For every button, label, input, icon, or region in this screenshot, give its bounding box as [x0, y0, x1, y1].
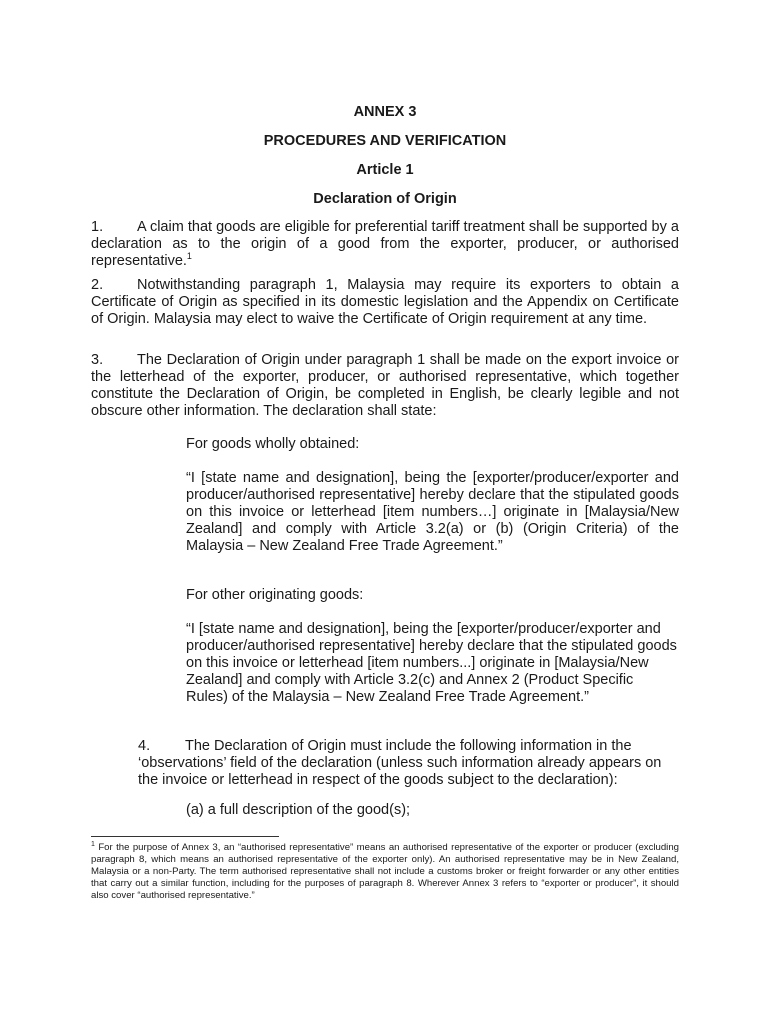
paragraph-1 — [91, 219, 679, 270]
paragraph-text: The Declaration of Origin must include the following information in the ‘observations’ field of the declaration (unless such information already appears on the invoice or letterhead in respect of the goods subject to the declaration): — [138, 738, 662, 788]
other-goods-label: For other originating goods: — [186, 587, 364, 603]
paragraph-3 — [91, 352, 679, 420]
footnote — [91, 842, 679, 902]
wholly-obtained-label: For goods wholly obtained: — [186, 436, 360, 452]
procedures-heading: PROCEDURES AND VERIFICATION — [263, 133, 507, 149]
footnote-divider — [91, 836, 279, 837]
paragraph-number: 4. — [138, 738, 151, 754]
footnote-text: For the purpose of Annex 3, an “authorised representative” means an authorised representative of the exporter or producer (excluding paragraph 8, which means an authorised representative of the exporter only). An authorised representative may be in New Zealand, Malaysia or a non-Party. The term authorised representative shall not include a customs broker or freight forwarder or any other entities that carry out a similar function, including for the purposes of paragraph 8. Wherever Annex 3 refers to “exporter or producer”, it should also cover “authorised representative.” — [91, 842, 679, 901]
paragraph-text: A claim that goods are eligible for preferential tariff treatment shall be supported by a declaration as to the origin of a good from the exporter, producer, or authorised representative. — [91, 219, 679, 269]
annex-heading: ANNEX 3 — [353, 104, 417, 120]
footnote-reference: 1 — [186, 251, 192, 262]
footnote-marker: 1 — [91, 840, 95, 848]
paragraph-4 — [138, 738, 679, 789]
paragraph-text: Notwithstanding paragraph 1, Malaysia may require its exporters to obtain a Certificate of Origin as specified in its domestic legislation and the Appendix on Certificate of Origin. Malaysia may elect to waive the Certificate of Origin requirement at any time. — [91, 277, 679, 327]
declaration-heading: Declaration of Origin — [313, 191, 457, 207]
paragraph-number: 2. — [91, 277, 104, 293]
paragraph-number: 1. — [91, 219, 104, 235]
wholly-obtained-declaration: “I [state name and designation], being the [exporter/producer/exporter and producer/authorised representative] hereby declare that the stipulated goods on this invoice or letterhead [item numbers…] originate in [Malaysia/New Zealand] and comply with Article 3.2(a) or (b) (Origin Criteria) of the Malaysia – New Zealand Free Trade Agreement.” — [186, 470, 679, 554]
paragraph-2 — [91, 277, 679, 328]
article-heading: Article 1 — [356, 162, 414, 178]
item-a: (a) a full description of the good(s); — [186, 802, 411, 818]
paragraph-number: 3. — [91, 352, 104, 368]
other-goods-declaration: “I [state name and designation], being the [exporter/producer/exporter and producer/authorised representative] hereby declare that the stipulated goods on this invoice or letterhead [item numbers...] originate in [Malaysia/New Zealand] and comply with Article 3.2(c) and Annex 2 (Product Specific Rules) of the Malaysia – New Zealand Free Trade Agreement.” — [186, 621, 677, 705]
paragraph-text: The Declaration of Origin under paragraph 1 shall be made on the export invoice or the letterhead of the exporter, producer, or authorised representative, which together constitute the Declaration of Origin, be completed in English, be clearly legible and not obscure other information. The declaration shall state: — [91, 352, 679, 419]
